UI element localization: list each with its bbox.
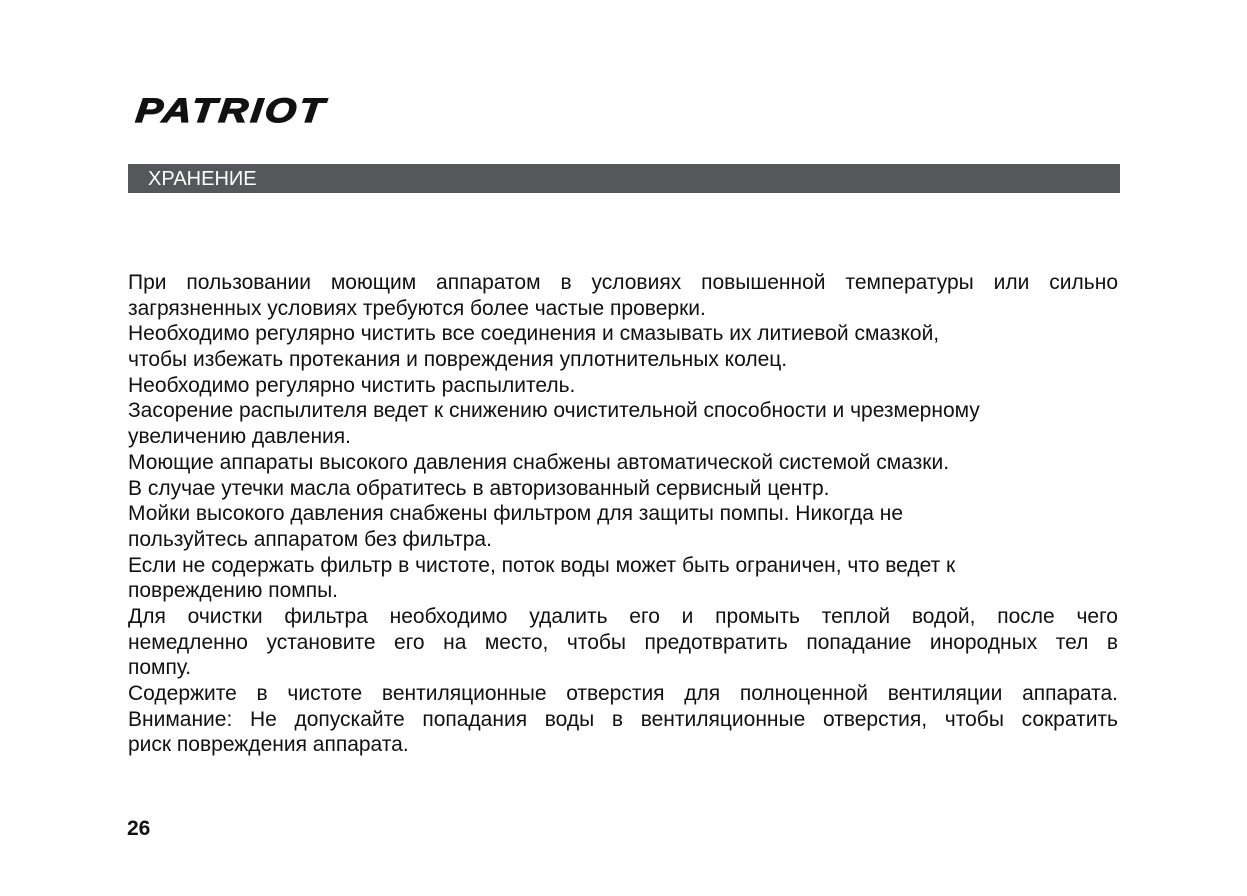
section-title: ХРАНЕНИЕ — [148, 168, 257, 190]
text-line: Мойки высокого давления снабжены фильтром для защиты помпы. Никогда не — [128, 502, 904, 526]
text-line: пользуйтесь аппаратом без фильтра. — [128, 527, 492, 551]
body-text — [128, 270, 1120, 758]
text-line: При пользовании моющим аппаратом в условиях повышенной температуры или сильно — [128, 271, 1118, 294]
text-line: немедленно установите его на место, чтобы предотвратить попадание инородных тел в — [128, 630, 1118, 654]
text-line: Внимание: Не допускайте попадания воды в вентиляционные отверстия, чтобы сократить — [128, 707, 1118, 731]
text-line: Засорение распылителя ведет к снижению очистительной способности и чрезмерному — [128, 399, 980, 423]
text-line: Необходимо регулярно чистить все соединения и смазывать их литиевой смазкой, — [128, 322, 940, 346]
text-line: риск повреждения аппарата. — [128, 733, 409, 757]
text-line: увеличению давления. — [128, 425, 351, 449]
text-line: помпу. — [128, 656, 192, 680]
text-line: загрязненных условиях требуются более частые проверки. — [128, 296, 706, 320]
text-line: В случае утечки масла обратитесь в авторизованный сервисный центр. — [128, 476, 830, 500]
text-line: повреждению помпы. — [128, 579, 339, 603]
page-number: 26 — [127, 817, 151, 840]
section-header-bar — [128, 164, 1120, 193]
brand-logo: PATRIOT — [134, 92, 329, 130]
text-line: Если не содержать фильтр в чистоте, поток воды может быть ограничен, что ведет к — [128, 553, 956, 577]
text-line: Для очистки фильтра необходимо удалить его и промыть теплой водой, после чего — [128, 604, 1118, 628]
text-line: Содержите в чистоте вентиляционные отверстия для полноценной вентиляции аппарата. — [128, 682, 1118, 705]
text-line: чтобы избежать протекания и повреждения уплотнительных колец. — [128, 348, 788, 372]
text-line: Моющие аппараты высокого давления снабжены автоматической системой смазки. — [128, 450, 950, 474]
text-line: Необходимо регулярно чистить распылитель. — [128, 373, 576, 397]
